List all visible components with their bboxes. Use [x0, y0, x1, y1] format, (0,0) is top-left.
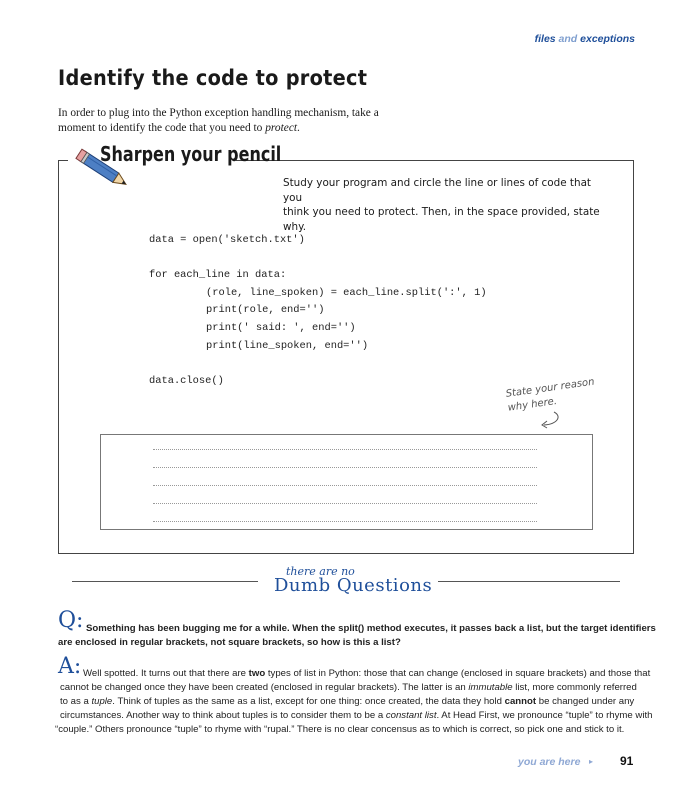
running-header-and: and — [558, 33, 578, 45]
answer-line-1 — [83, 667, 650, 681]
question-line-1: Something has been bugging me for a while. When the split() method executes, it passes back a list, but the target identifiers — [86, 623, 656, 634]
answer-text: cannot be changed once they have been created (enclosed in regular brackets). The latter is an — [60, 682, 469, 693]
code-line[interactable]: print(' said: ', end='') — [206, 322, 356, 334]
answer-line-2 — [60, 681, 637, 695]
instructions-line-1: Study your program and circle the line or lines of code that you — [283, 177, 592, 204]
code-line[interactable]: for each_line in data: — [149, 269, 287, 281]
code-line[interactable]: print(role, end='') — [206, 304, 325, 316]
instructions-line-2: think you need to protect. Then, in the space provided, state why. — [283, 206, 600, 233]
sharpen-pencil-title: Sharpen your pencil — [100, 142, 282, 166]
answer-line-3 — [60, 695, 634, 709]
answer-line-5: “couple.” Others pronounce “tuple” to rhyme with “rupal.” There is no clear concensus as to which is correct, so pick one and stick to it. — [55, 724, 625, 735]
answer-text: . Think of tuples as the same as a list, except for one thing: once created, the data they hold — [112, 696, 505, 707]
footer-arrow-icon: ▸ — [589, 757, 594, 766]
answer-line[interactable] — [153, 521, 537, 522]
question-line-2: are enclosed in regular brackets, not square brackets, so how is this a list? — [58, 637, 401, 648]
code-line[interactable]: data.close() — [149, 375, 224, 387]
answer-emphasis-constant-list: constant list — [385, 710, 437, 721]
question-mark-label: Q: — [58, 608, 84, 633]
curved-arrow-icon — [536, 410, 564, 430]
answer-emphasis-tuple: tuple — [91, 696, 113, 707]
intro-line-2-prefix: moment to identify the code that you need to — [58, 122, 266, 134]
answer-line[interactable] — [153, 467, 537, 468]
dumb-questions-title: Dumb Questions — [274, 575, 433, 596]
answer-emphasis-two: two — [248, 668, 266, 679]
answer-line[interactable] — [153, 503, 537, 504]
answer-emphasis-immutable: immutable — [468, 682, 513, 693]
code-line[interactable]: print(line_spoken, end='') — [206, 340, 369, 352]
running-header-exceptions: exceptions — [580, 33, 635, 45]
answer-text: list, more commonly referred — [512, 682, 637, 693]
page-title: Identify the code to protect — [58, 66, 368, 90]
answer-text: circumstances. Another way to think about tuples is to consider them to be a — [60, 710, 386, 721]
running-header-files: files — [534, 33, 556, 45]
intro-paragraph — [58, 106, 418, 136]
note-line-1: State your reason — [505, 376, 596, 400]
code-line[interactable]: (role, line_spoken) = each_line.split(':', 1) — [206, 287, 487, 299]
intro-line-2 — [58, 121, 418, 136]
divider-right — [438, 581, 620, 582]
dumb-questions-small: there are no — [286, 565, 355, 578]
sharpen-instructions — [283, 176, 603, 234]
divider-left — [72, 581, 258, 582]
answer-text: . At Head First, we pronounce “tuple” to rhyme with — [436, 710, 653, 721]
footer-you-are-here: you are here — [518, 756, 581, 768]
code-line[interactable]: data = open('sketch.txt') — [149, 234, 305, 246]
page-number: 91 — [620, 754, 634, 768]
answer-text: types of list in Python: those that can change (enclosed in square brackets) and those that — [265, 668, 651, 679]
running-header — [535, 33, 635, 45]
answer-box[interactable] — [100, 434, 593, 530]
answer-text: Well spotted. It turns out that there are — [83, 668, 249, 679]
answer-emphasis-cannot: cannot — [504, 696, 537, 707]
answer-mark-label: A: — [58, 654, 82, 679]
intro-line-2-suffix: . — [297, 122, 300, 134]
answer-text: to as a — [60, 696, 92, 707]
intro-protect-emphasis: protect — [265, 122, 298, 134]
intro-line-1: In order to plug into the Python exception handling mechanism, take a — [58, 107, 379, 119]
note-line-2: why here. — [507, 395, 558, 414]
answer-line[interactable] — [153, 449, 537, 450]
answer-text: be changed under any — [536, 696, 635, 707]
answer-line[interactable] — [153, 485, 537, 486]
answer-line-4 — [60, 709, 652, 723]
